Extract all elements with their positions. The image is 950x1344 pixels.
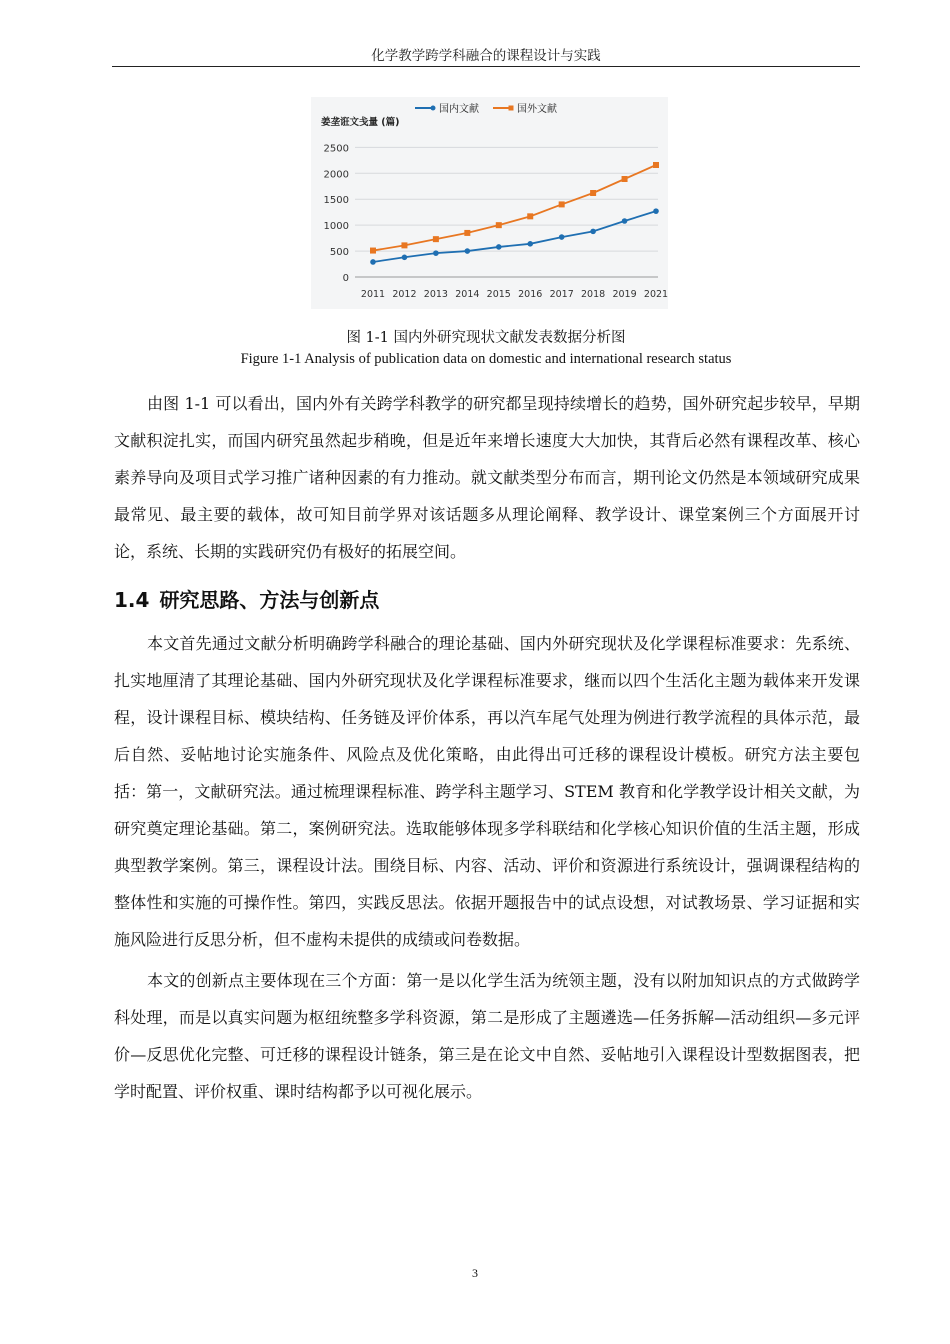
data-point [559,234,565,240]
y-tick-label: 1000 [323,221,349,233]
data-point [370,248,376,254]
running-header: 化学教学跨学科融合的课程设计与实践 [371,48,601,64]
legend-marker [509,106,514,111]
data-point [653,162,659,168]
x-tick-label: 2012 [392,289,417,300]
line-chart [311,97,668,309]
data-point [527,241,533,247]
data-point [496,244,502,250]
paragraph-2: 本文首先通过文献分析明确跨学科融合的理论基础、国内外研究现状及化学课程标准要求：先系统、扎实地厘清了其理论基础、国内外研究现状及化学课程标准要求，继而以四个生活化主题为载体来开发课程，设计课程目标、模块结构、任务链及评价体系，再以汽车尾气处理为例进行教学流程的具体示范，最后自然、妥帖地讨论实施条件、风险点及优化策略，由此得出可迁移的课程设计模板。研究方法主要包括：第一，文献研究法。通过梳理课程标准、跨学科主题学习、STEM 教育和化学教学设计相关文献，为研究奠定理论基础。第二，案例研究法。选取能够体现多学科联结和化学核心知识价值的生活主题，形成典型教学案例。第三，课程设计法。围绕目标、内容、活动、评价和资源进行系统设计，强调课程结构的整体性和实施的可操作性。第四，实践反思法。依据开题报告中的试点设想，对试教场景、学习证据和实施风险进行反思分析，但不虚构未提供的成绩或问卷数据。 [114,634,860,949]
data-point [465,248,471,254]
legend-label: 国内文献 [439,104,479,115]
legend-label: 国外文献 [517,104,557,115]
data-point [653,208,659,214]
data-point [401,242,407,248]
data-point [559,201,565,207]
y-tick-label: 0 [342,273,349,284]
header-rule [112,66,860,67]
figure-caption-en: Figure 1-1 Analysis of publication data on domestic and international research status [240,351,732,367]
page-number: 3 [472,1266,478,1280]
data-point [402,254,408,260]
y-axis-label: 姜垄诳文戋量 (篇) [321,117,400,128]
section-number: 1.4 [114,588,150,612]
x-tick-label: 2017 [549,289,574,300]
y-tick-label: 2000 [323,169,349,181]
data-point [433,250,439,256]
x-tick-label: 2014 [455,289,480,300]
paragraph-1: 由图 1-1 可以看出，国内外有关跨学科教学的研究都呈现持续增长的趋势，国外研究起步较早，早期文献积淀扎实，而国内研究虽然起步稍晚，但是近年来增长速度大大加快，其背后必然有课程改革、核心素养导向及项目式学习推广诸种因素的有力推动。就文献类型分布而言，期刊论文仍然是本领域研究成果最常见、最主要的载体，故可知目前学界对该话题多从理论阐释、教学设计、课堂案例三个方面展开讨论，系统、长期的实践研究仍有极好的拓展空间。 [114,394,860,561]
data-point [590,229,596,235]
data-point [527,213,533,219]
x-tick-label: 2018 [581,289,606,300]
x-tick-label: 2021 [643,289,668,300]
y-tick-label: 500 [329,247,349,259]
x-tick-label: 2016 [518,289,543,300]
data-point [496,222,502,228]
legend-marker [431,106,436,111]
data-point [622,218,628,224]
section-heading [114,584,379,613]
data-point [464,230,470,236]
figure-caption-cn: 图 1-1 国内外研究现状文献发表数据分析图 [346,330,626,346]
data-point [433,236,439,242]
x-tick-label: 2011 [360,289,386,300]
y-tick-label: 1500 [323,195,349,207]
x-tick-label: 2013 [423,289,448,300]
section-title: 研究思路、方法与创新点 [159,588,380,612]
data-point [590,190,596,196]
x-tick-label: 2015 [486,289,511,300]
x-tick-label: 2019 [612,289,637,300]
data-point [622,176,628,182]
publication-chart [311,97,668,309]
y-tick-label: 2500 [323,143,349,155]
data-point [370,259,376,265]
paragraph-3: 本文的创新点主要体现在三个方面：第一是以化学生活为统领主题，没有以附加知识点的方式做跨学科处理，而是以真实问题为枢纽统整多学科资源，第二是形成了主题遴选—任务拆解—活动组织—多元评价—反思优化完整、可迁移的课程设计链条，第三是在论文中自然、妥帖地引入课程设计型数据图表，把学时配置、评价权重、课时结构都予以可视化展示。 [114,971,860,1101]
